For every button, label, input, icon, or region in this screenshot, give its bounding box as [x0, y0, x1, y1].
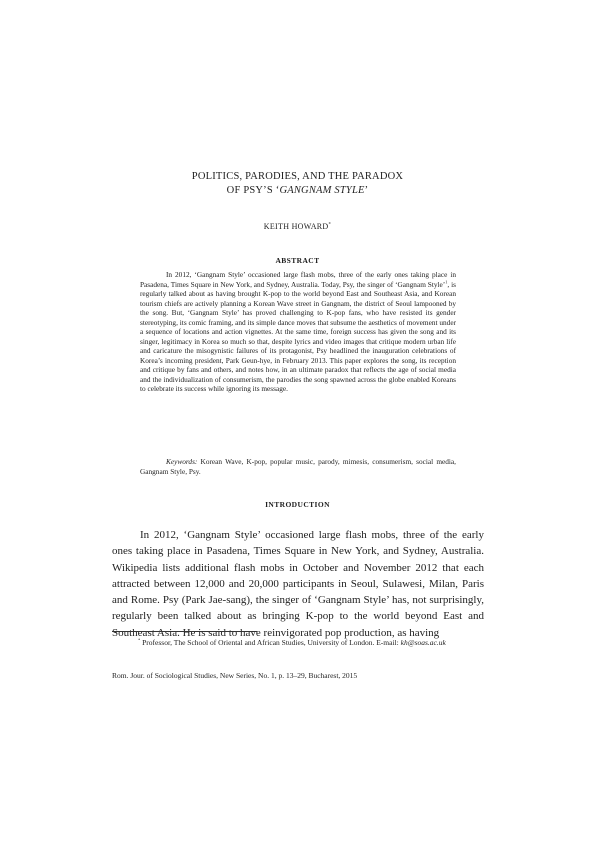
keywords-label: Keywords: — [166, 457, 198, 466]
introduction-heading: INTRODUCTION — [265, 500, 330, 509]
abstract-text-part-2: , is regularly talked about as having brought K-pop to the world beyond East and Southeast Asia, and Korean tourism chiefs are actively planning a Korean Wave street in Gangnam, the district of Seoul lampooned by the song. But, ‘Gangnam Style’ has proved challenging to K-pop fans, who have resisted its gender stereotyping, its comic framing, and its simple dance moves that subsume the aesthetics of movement under a sequence of locations and action vignettes. At the same time, foreign success has given the song and its singer, legitimacy in Korea so much so that, despite lyrics and video images that critique modern urban life and caricature the misogynistic failures of its protagonist, Psy headlined the inauguration celebrations of Korea’s incoming president, Park Geun-hye, in February 2013. This paper explores the song, its reception and critique by fans and others, and notes how, in an ultimate paradox that reflects the age of social media and the individualization of consumerism, the parodies the song spawned across the globe enabled Koreans to celebrate its success while ignoring its message. — [140, 279, 457, 393]
keywords-paragraph — [140, 457, 456, 476]
abstract-heading: ABSTRACT — [275, 256, 320, 265]
footnote — [112, 637, 484, 648]
title-line-2-prefix: OF PSY’S ‘ — [226, 185, 280, 196]
paper-title — [0, 170, 595, 198]
abstract-text-part-1: In 2012, ‘Gangnam Style’ occasioned large flash mobs, three of the early ones taking place in Pasadena, Times Square in New York, and Sydney, Australia. Today, Psy, the singer of ‘Gangnam Style’ — [140, 270, 456, 289]
author-name-text: KEITH HOWARD — [263, 222, 329, 231]
footnote-text: Professor, The School of Oriental and African Studies, University of London. E-mail: — [140, 638, 401, 647]
keywords-text: Korean Wave, K-pop, popular music, parody, mimesis, consumerism, social media, Gangnam Style, Psy. — [140, 457, 456, 476]
author-footnote-marker[interactable]: * — [328, 222, 332, 228]
footnote-email-link[interactable]: kh@soas.ac.uk — [400, 638, 446, 647]
abstract-text — [140, 270, 456, 394]
introduction-paragraph: In 2012, ‘Gangnam Style’ occasioned large flash mobs, three of the early ones taking place in Pasadena, Times Square in New York, and Sydney, Australia. Wikipedia lists additional flash mobs in October and November 2012 that each attracted between 12,000 and 20,000 participants in Seoul, Sulawesi, Milan, Paris and Rome. Psy (Park Jae-sang), the singer of ‘Gangnam Style’ has, not surprisingly, regularly been talked about as bringing K-pop to the world beyond East and Southeast Asia. He is said to have reinvigorated pop production, as having — [112, 529, 484, 639]
author-name — [0, 222, 595, 231]
abstract-footnote-marker[interactable]: 1 — [445, 279, 448, 285]
footnote-divider — [112, 631, 257, 632]
footnote-marker: * — [138, 637, 141, 643]
journal-citation: Rom. Jour. of Sociological Studies, New Series, No. 1, p. 13–29, Bucharest, 2015 — [112, 671, 358, 680]
title-italic-song: GANGNAM STYLE — [279, 185, 365, 196]
title-line-2 — [0, 184, 595, 198]
title-line-2-suffix: ’ — [364, 185, 369, 196]
title-line-1: POLITICS, PARODIES, AND THE PARADOX — [191, 171, 404, 182]
